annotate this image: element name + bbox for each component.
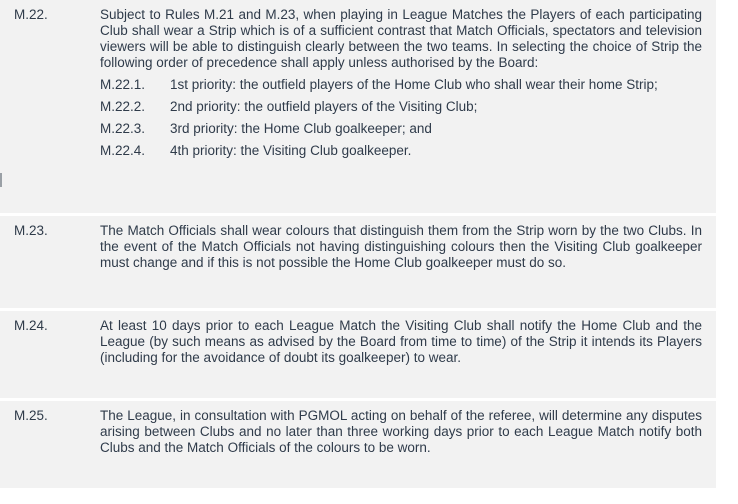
rule-body (100, 216, 716, 308)
rule-m22 (0, 0, 716, 216)
sub-rule-text: 3rd priority: the Home Club goalkeeper; and (170, 121, 432, 136)
rule-number: M.23. (14, 223, 48, 238)
sub-rule-text: 1st priority: the outfield players of the Home Club who shall wear their home Strip; (170, 77, 658, 92)
sub-rule-number: M.22.4. (100, 143, 146, 158)
rule-m25 (0, 401, 716, 491)
rule-body (100, 401, 716, 488)
sub-rule-m22-1 (100, 77, 702, 93)
rule-body (100, 0, 716, 213)
rule-number: M.24. (14, 318, 48, 333)
sub-rule-number: M.22.3. (100, 121, 146, 136)
sub-rule-m22-4 (100, 143, 702, 159)
rule-body (100, 311, 716, 398)
sub-rule-text: 2nd priority: the outfield players of the Visiting Club; (170, 99, 478, 114)
rule-m24 (0, 311, 716, 401)
sub-rule-number: M.22.1. (100, 77, 146, 92)
rule-text: At least 10 days prior to each League Match the Visiting Club shall notify the Home Club and the League (by such means as advised by the Board from time to time) of the Strip it intends its Players (including for the avoidance of doubt its goalkeeper) to wear. (100, 318, 702, 365)
rule-m23 (0, 216, 716, 311)
sub-rule-m22-3 (100, 121, 702, 137)
sub-rule-number: M.22.2. (100, 99, 146, 114)
rule-text: Subject to Rules M.21 and M.23, when playing in League Matches the Players of each participating Club shall wear a Strip which is of a sufficient contrast that Match Officials, spectators and television viewers will be able to distinguish clearly between the two teams. In selecting the choice of Strip the following order of precedence shall apply unless authorised by the Board: (100, 7, 702, 70)
scroll-edge-marker (0, 173, 2, 187)
rule-text: The Match Officials shall wear colours that distinguish them from the Strip worn by the two Clubs. In the event of the Match Officials not having distinguishing colours then the Visiting Club goalkeeper must change and if this is not possible the Home Club goalkeeper must do so. (100, 223, 702, 270)
sub-rule-m22-2 (100, 99, 702, 115)
rule-number: M.25. (14, 408, 48, 423)
rule-number: M.22. (14, 7, 48, 22)
sub-rule-text: 4th priority: the Visiting Club goalkeeper. (170, 143, 412, 158)
rule-text: The League, in consultation with PGMOL acting on behalf of the referee, will determine any disputes arising between Clubs and no later than three working days prior to each League Match notify both Clubs and the Match Officials of the colours to be worn. (100, 408, 702, 455)
